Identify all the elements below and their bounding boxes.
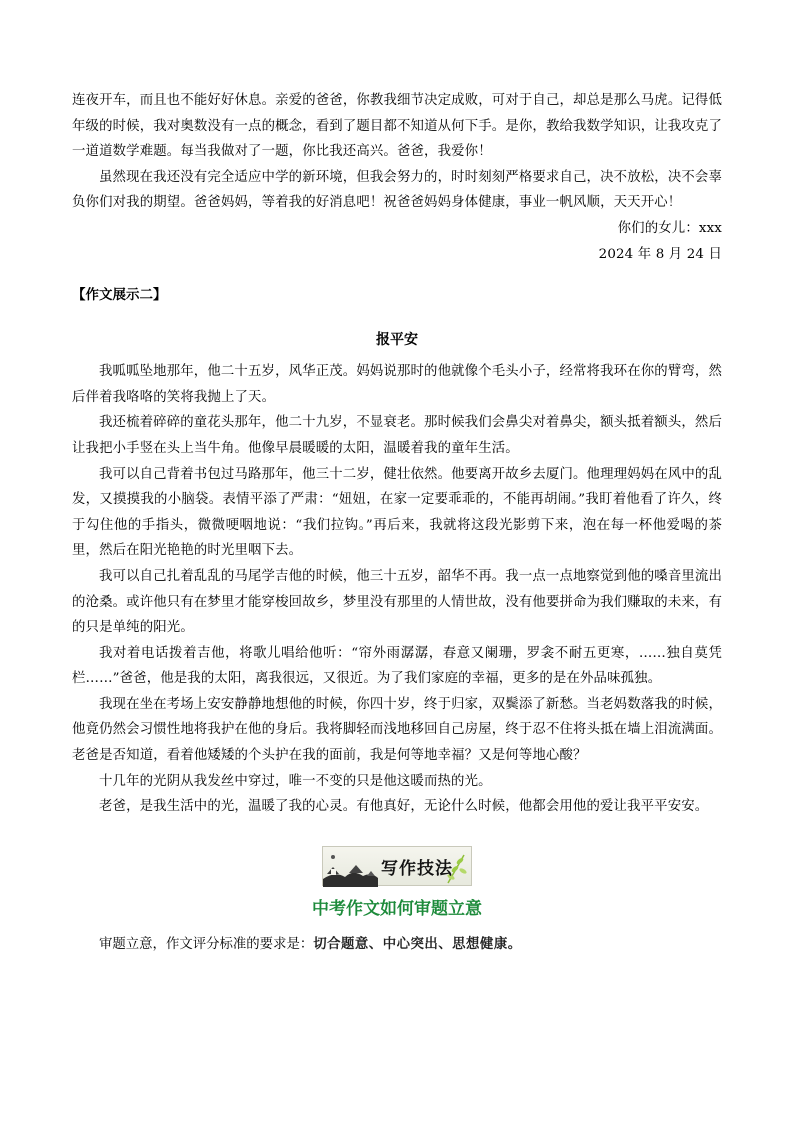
banner-label: 写作技法	[381, 858, 453, 879]
letter-paragraph-1: 连夜开车，而且也不能好好休息。亲爱的爸爸，你教我细节决定成败，可对于自己，却总是那么马虎。记得低年级的时候，我对奥数没有一点的概念，看到了题目都不知道从何下手。是你，教给我数学知识，让我攻克了一道道数学难题。每当我做对了一题，你比我还高兴。爸爸，我爱你！	[72, 93, 722, 160]
essay-paragraph: 我还梳着碎碎的童花头那年，他二十九岁，不显衰老。那时候我们会鼻尖对着鼻尖，额头抵着额头，然后让我把小手竖在头上当牛角。他像早晨暖暖的太阳，温暖着我的童年生活。	[72, 415, 722, 456]
criteria-line	[72, 932, 722, 957]
section-banner-wrap	[72, 846, 722, 886]
letter-date: 2024 年 8 月 24 日	[598, 246, 722, 262]
criteria-lead: 审题立意，作文评分标准的要求是：	[99, 936, 314, 952]
letter-paragraph-2: 虽然现在我还没有完全适应中学的新环境，但我会努力的，时时刻刻严格要求自己，决不放松，决不会辜负你们对我的期望。爸爸妈妈，等着我的好消息吧！祝爸爸妈妈身体健康，事业一帆风顺，天天开心！	[72, 169, 722, 211]
method-subtitle: 中考作文如何审题立意	[312, 898, 482, 919]
essay-title: 报平安	[376, 332, 418, 349]
document-page	[72, 88, 722, 957]
essay-paragraph: 十几年的光阴从我发丝中穿过，唯一不变的只是他这暖而热的光。	[99, 773, 492, 789]
section-label: 【作文展示二】	[72, 287, 167, 304]
essay-paragraph: 我对着电话拨着吉他，将歌儿唱给他听：“帘外雨潺潺，春意又阑珊，罗衾不耐五更寒，……独自莫凭栏……”爸爸，他是我的太阳，离我很远，又很近。为了我们家庭的幸福，更多的是在外品味孤独。	[72, 645, 722, 687]
section-banner	[322, 846, 472, 886]
essay-paragraph: 我可以自己背着书包过马路那年，他三十二岁，健壮依然。他要离开故乡去厦门。他理理妈妈在风中的乱发，又摸摸我的小脑袋。表情平添了严肃：“妞妞，在家一定要乖乖的，不能再胡闹。”我盯着他看了许久，终于勾住他的手指头，微微哽咽地说：“我们拉钩。”再后来，我就将这段光影剪下来，泡在每一杯他爱喝的茶里，然后在阳光艳艳的时光里咽下去。	[72, 466, 722, 559]
criteria-values: 切合题意、中心突出、思想健康。	[313, 935, 522, 952]
essay-paragraph: 我现在坐在考场上安安静静地想他的时候，你四十岁，终于归家，双鬓添了新愁。当老妈数落我的时候，他竟仍然会习惯性地将我护在他的身后。我将脚轻而浅地移回自己房屋，终于忍不住将头抵在墙上泪流满面。老爸是否知道，看着他矮矮的个头护在我的面前，我是何等地幸福？又是何等地心酸？	[72, 696, 722, 764]
essay-paragraph: 我呱呱坠地那年，他二十五岁，风华正茂。妈妈说那时的他就像个毛头小子，经常将我环在你的臂弯，然后伴着我咯咯的笑将我抛上了天。	[72, 364, 722, 405]
letter-signature: 你们的女儿：xxx	[617, 220, 722, 236]
essay-paragraph: 老爸，是我生活中的光，温暖了我的心灵。有他真好，无论什么时候，他都会用他的爱让我平平安安。	[99, 799, 709, 815]
essay-paragraph: 我可以自己扎着乱乱的马尾学吉他的时候，他三十五岁，韶华不再。我一点一点地察觉到他的嗓音里流出的沧桑。或许他只有在梦里才能穿梭回故乡，梦里没有那里的人情世故，没有他要拼命为我们赚取的未来，有的只是单纯的阳光。	[72, 568, 722, 636]
